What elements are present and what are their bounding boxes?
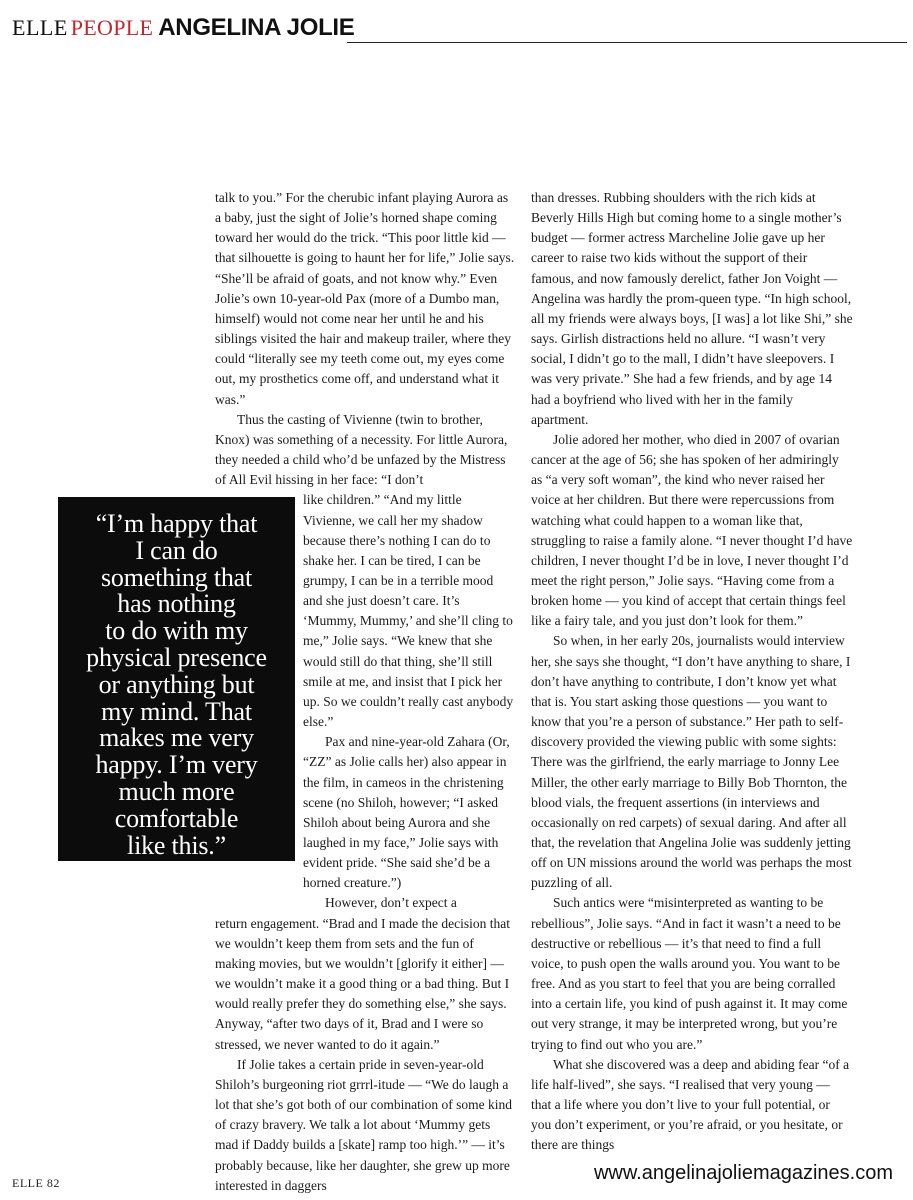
header-subject: ANGELINA JOLIE: [158, 14, 355, 41]
article-paragraph: talk to you.” For the cherubic infant playing Aurora as a baby, just the sight of Jolie’s horned shape coming toward her would do the trick. “This poor little kid — that silhouette is going to haunt her for life,” Jolie says. “She’ll be afraid of goats, and not know why.” Even Jolie’s own 10-year-old Pax (more of a Dumbo man, himself) would not come near her until he and his siblings visited the hair and makeup trailer, where they could “literally see my teeth come out, my eyes come out, my prosthetics come off, and understand what it was.”: [215, 190, 515, 407]
pull-quote-line: my mind. That: [101, 696, 252, 726]
header-section: PEOPLE: [70, 15, 154, 40]
pull-quote-line: makes me very: [99, 723, 254, 753]
article-column-right: [531, 188, 853, 1156]
page-folio: ELLE 82: [12, 1176, 60, 1190]
page-header: [12, 14, 907, 44]
pull-quote-line: or anything but: [98, 669, 255, 699]
article-paragraph: What she discovered was a deep and abiding fear “of a life half-lived”, she says. “I realised that very young — that a life where you don’t live to your full potential, or you don’t experiment, or you’re afraid, or you hesitate, or there are things: [531, 1056, 850, 1153]
pull-quote-line: like this.”: [127, 830, 226, 860]
article-paragraph: Thus the casting of Vivienne (twin to brother, Knox) was something of a necessity. For little Aurora, they needed a child who’d be unfazed by the Mistress of All Evil hissing in her face: “I don’t: [215, 411, 508, 488]
article-paragraph: like children.” “And my little Vivienne, we call her my shadow because there’s nothing I can do to shake her. I can be tired, I can be grumpy, I can be in a terrible mood and she just doesn’t care. It’s ‘Mummy, Mummy,’ and she’ll cling to me,” Jolie says. “We knew that she would still do that thing, she’ll still smile at me, and insist that I pick her up. So we couldn’t really cast anybody else.”: [303, 492, 514, 730]
pull-quote-line: physical presence: [86, 642, 267, 672]
pull-quote-line: I can do: [135, 535, 218, 565]
article-paragraph: If Jolie takes a certain pride in seven-year-old Shiloh’s burgeoning riot grrrl-itude — “We do laugh a lot that she’s got both of our combination of some kind of crazy bravery. We talk a lot about ‘Mummy gets mad if Daddy builds a [skate] ramp too high.’” — it’s probably because, like her daughter, she grew up more interested in daggers: [215, 1056, 512, 1193]
pull-quote: [58, 497, 295, 861]
article-paragraph: Such antics were “misinterpreted as wanting to be rebellious”, Jolie says. “And in fact it wasn’t a need to be destructive or rebellious — it’s that need to find a full voice, to push open the walls around you. You want to be free. And as you start to feel that you are being corralled into a certain life, you kind of push against it. It may come out very strange, it may be interpreted wrong, but you’re trying to find out who you are.”: [531, 895, 848, 1052]
header-brand: ELLE: [12, 15, 68, 40]
article-paragraph: So when, in her early 20s, journalists would interview her, she says she thought, “I don’t have anything to share, I don’t have anything to contribute, I don’t know yet what that is. You start asking those questions — you want to know that you’re a person of substance.” Her path to self-discovery provided the viewing public with some sights: There was the girlfriend, the early marriage to Jonny Lee Miller, the other early marriage to Billy Bob Thornton, the blood vials, the frequent assertions (in interviews and occasionally on red carpets) of sexual daring. And after all that, the revelation that Angelina Jolie was suddenly jetting off on UN missions around the world was perhaps the most puzzling of all.: [531, 633, 852, 891]
pull-quote-line: has nothing: [117, 589, 236, 619]
header-rule: [347, 42, 907, 43]
article-paragraph: Jolie adored her mother, who died in 2007 of ovarian cancer at the age of 56; she has spoken of her admiringly as “a very soft woman”, the kind who never raised her voice at her children. But there were repercussions from watching what could happen to a woman like that, struggling to raise a family alone. “I never thought I’d have children, I never thought I’d be in love, I never thought I’d meet the right person,” Jolie says. “Having come from a broken home — you kind of accept that certain things feel like a fairy tale, and you just don’t look for them.”: [531, 431, 853, 629]
article-paragraph: return engagement. “Brad and I made the decision that we wouldn’t keep them from sets and the fun of making movies, but we wouldn’t [glorify it either] — we wouldn’t make it a good thing or a bad thing. But I would really prefer they do something else,” she says. Anyway, “after two days of it, Brad and I were so stressed, we never wanted to do it again.”: [215, 915, 511, 1052]
pull-quote-line: something that: [100, 562, 253, 592]
pull-quote-line: happy. I’m very: [95, 750, 258, 780]
pull-quote-line: “I’m happy that: [95, 509, 258, 538]
article-paragraph: However, don’t expect a: [325, 895, 457, 911]
article-paragraph: than dresses. Rubbing shoulders with the rich kids at Beverly Hills High but coming home to a single mother’s budget — former actress Marcheline Jolie gave up her career to raise two kids without the support of their famous, and now famously derelict, father Jon Voight — Angelina was hardly the prom-queen type. “In high school, all my friends were always boys, [I was] a lot like Shi,” she says. Girlish distractions held no allure. “I wasn’t very social, I didn’t go to the mall, I didn’t have sleepovers. I was very private.” She had a few friends, and by age 14 had a boyfriend who lived with her in the family apartment.: [531, 190, 853, 427]
pull-quote-line: to do with my: [105, 616, 248, 646]
pull-quote-line: comfortable: [114, 803, 239, 833]
article-paragraph: Pax and nine-year-old Zahara (Or, “ZZ” as Jolie calls her) also appear in the film, in cameos in the christening scene (no Shiloh, however; “I asked Shiloh about being Aurora and she laughed in my face,” Jolie says with evident pride. “She said she’d be a horned creature.”): [303, 734, 510, 891]
pull-quote-line: much more: [118, 776, 235, 806]
watermark-url: www.angelinajoliemagazines.com: [593, 1162, 893, 1184]
